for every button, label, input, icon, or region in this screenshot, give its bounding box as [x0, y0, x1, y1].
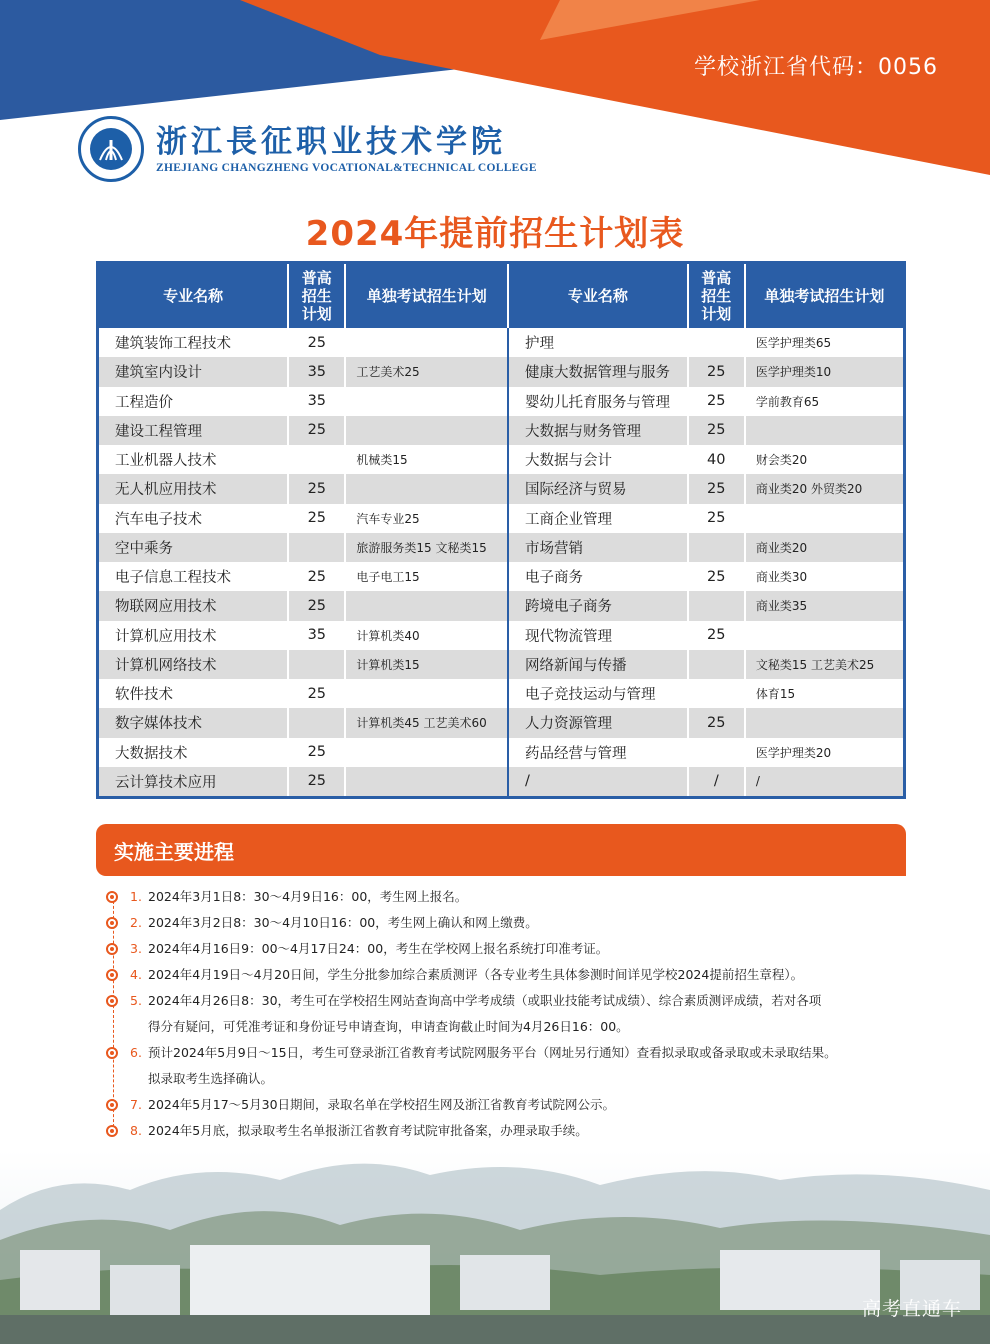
- regular-plan-cell: [688, 738, 745, 767]
- watermark-text: 高考直通车: [861, 1298, 962, 1320]
- exam-plan-cell: 医学护理类10: [745, 357, 905, 386]
- step-text: 2024年4月19日～4月20日间，学生分批参加综合素质测评（各专业考生具体参测时间详见学校2024提前招生章程）。: [148, 967, 804, 982]
- exam-plan-cell: [345, 679, 508, 708]
- major-name-cell: 市场营销: [508, 533, 688, 562]
- process-section-header: [96, 824, 906, 876]
- major-name-cell: 现代物流管理: [508, 621, 688, 650]
- exam-plan-cell: [345, 591, 508, 620]
- regular-plan-cell: 25: [688, 621, 745, 650]
- exam-plan-cell: 商业类30: [745, 562, 905, 591]
- regular-plan-cell: 35: [288, 357, 345, 386]
- major-name-cell: 护理: [508, 328, 688, 357]
- major-name-cell: 工业机器人技术: [98, 445, 289, 474]
- major-name-cell: 云计算技术应用: [98, 767, 289, 798]
- major-name-cell: 婴幼儿托育服务与管理: [508, 387, 688, 416]
- step-index: 4.: [130, 967, 142, 982]
- table-row: [98, 650, 905, 679]
- step-index: 1.: [130, 889, 142, 904]
- exam-plan-cell: 电子电工15: [345, 562, 508, 591]
- regular-plan-cell: [288, 445, 345, 474]
- regular-plan-cell: [288, 650, 345, 679]
- col-header-regular-plan: 普高招生计划: [688, 263, 745, 329]
- college-seal-icon: [78, 116, 144, 182]
- regular-plan-cell: 25: [288, 328, 345, 357]
- regular-plan-cell: /: [688, 767, 745, 798]
- process-step: [104, 910, 894, 936]
- major-name-cell: 电子信息工程技术: [98, 562, 289, 591]
- regular-plan-cell: [288, 708, 345, 737]
- college-name-cn: 浙江長征职业技术学院: [156, 124, 506, 160]
- regular-plan-cell: 35: [288, 387, 345, 416]
- exam-plan-cell: 旅游服务类15 文秘类15: [345, 533, 508, 562]
- major-name-cell: 计算机应用技术: [98, 621, 289, 650]
- timeline-dot-icon: [106, 969, 118, 981]
- college-name-en: ZHEJIANG CHANGZHENG VOCATIONAL&TECHNICAL COLLEGE: [156, 162, 537, 174]
- exam-plan-cell: 财会类20: [745, 445, 905, 474]
- exam-plan-cell: [345, 767, 508, 798]
- col-header-major: 专业名称: [508, 263, 688, 329]
- regular-plan-cell: 25: [288, 591, 345, 620]
- step-text: 2024年4月26日8：30，考生可在学校招生网站查询高中学考成绩（或职业技能考试成绩）、综合素质测评成绩，若对各项: [148, 993, 822, 1008]
- major-name-cell: /: [508, 767, 688, 798]
- major-name-cell: 空中乘务: [98, 533, 289, 562]
- regular-plan-cell: [688, 328, 745, 357]
- regular-plan-cell: [688, 650, 745, 679]
- table-row: [98, 738, 905, 767]
- major-name-cell: 建筑室内设计: [98, 357, 289, 386]
- exam-plan-cell: 计算机类40: [345, 621, 508, 650]
- exam-plan-cell: [345, 416, 508, 445]
- timeline-dot-icon: [106, 1047, 118, 1059]
- exam-plan-cell: 学前教育65: [745, 387, 905, 416]
- regular-plan-cell: 25: [288, 679, 345, 708]
- table-row: [98, 357, 905, 386]
- step-index: 6.: [130, 1045, 142, 1060]
- major-name-cell: 大数据与财务管理: [508, 416, 688, 445]
- major-name-cell: 电子商务: [508, 562, 688, 591]
- process-steps-list: [104, 884, 894, 1144]
- step-text: 拟录取考生选择确认。: [148, 1071, 274, 1086]
- regular-plan-cell: 25: [688, 504, 745, 533]
- table-row: [98, 533, 905, 562]
- timeline-dot-icon: [106, 891, 118, 903]
- exam-plan-cell: 商业类20 外贸类20: [745, 474, 905, 503]
- exam-plan-cell: [345, 738, 508, 767]
- table-row: [98, 562, 905, 591]
- regular-plan-cell: 25: [288, 738, 345, 767]
- regular-plan-cell: 40: [688, 445, 745, 474]
- process-step: [104, 1040, 894, 1092]
- exam-plan-cell: 计算机类15: [345, 650, 508, 679]
- major-name-cell: 健康大数据管理与服务: [508, 357, 688, 386]
- exam-plan-cell: [745, 504, 905, 533]
- table-row: [98, 416, 905, 445]
- timeline-dot-icon: [106, 1099, 118, 1111]
- step-text: 2024年3月1日8：30～4月9日16：00，考生网上报名。: [148, 889, 468, 904]
- major-name-cell: 工商企业管理: [508, 504, 688, 533]
- major-name-cell: 物联网应用技术: [98, 591, 289, 620]
- regular-plan-cell: 25: [688, 474, 745, 503]
- exam-plan-cell: 商业类35: [745, 591, 905, 620]
- table-row: [98, 445, 905, 474]
- exam-plan-cell: [745, 621, 905, 650]
- step-index: 8.: [130, 1123, 142, 1138]
- major-name-cell: 建筑装饰工程技术: [98, 328, 289, 357]
- table-row: [98, 387, 905, 416]
- regular-plan-cell: 25: [688, 562, 745, 591]
- exam-plan-cell: [745, 708, 905, 737]
- step-index: 7.: [130, 1097, 142, 1112]
- major-name-cell: 电子竞技运动与管理: [508, 679, 688, 708]
- regular-plan-cell: 25: [688, 357, 745, 386]
- regular-plan-cell: 25: [288, 416, 345, 445]
- regular-plan-cell: [688, 533, 745, 562]
- col-header-regular-plan: 普高招生计划: [288, 263, 345, 329]
- regular-plan-cell: 35: [288, 621, 345, 650]
- regular-plan-cell: 25: [288, 504, 345, 533]
- major-name-cell: 人力资源管理: [508, 708, 688, 737]
- college-logo: [78, 116, 537, 182]
- major-name-cell: 汽车电子技术: [98, 504, 289, 533]
- step-text: 2024年3月2日8：30～4月10日16：00，考生网上确认和网上缴费。: [148, 915, 538, 930]
- exam-plan-cell: [745, 416, 905, 445]
- timeline-dot-icon: [106, 1125, 118, 1137]
- table-row: [98, 504, 905, 533]
- step-index: 5.: [130, 993, 142, 1008]
- major-name-cell: 计算机网络技术: [98, 650, 289, 679]
- table-row: [98, 328, 905, 357]
- col-header-major: 专业名称: [98, 263, 289, 329]
- table-row: [98, 767, 905, 798]
- exam-plan-cell: 机械类15: [345, 445, 508, 474]
- major-name-cell: 建设工程管理: [98, 416, 289, 445]
- step-text: 2024年4月16日9：00～4月17日24：00，考生在学校网上报名系统打印准考证。: [148, 941, 609, 956]
- step-text: 2024年5月17～5月30日期间，录取名单在学校招生网及浙江省教育考试院网公示。: [148, 1097, 616, 1112]
- admission-plan-table: [96, 261, 906, 799]
- table-row: [98, 621, 905, 650]
- step-text: 2024年5月底，拟录取考生名单报浙江省教育考试院审批备案，办理录取手续。: [148, 1123, 588, 1138]
- timeline-dot-icon: [106, 995, 118, 1007]
- exam-plan-cell: [345, 387, 508, 416]
- step-text: 得分有疑问，可凭准考证和身份证号申请查询，申请查询截止时间为4月26日16：00。: [148, 1019, 629, 1034]
- major-name-cell: 跨境电子商务: [508, 591, 688, 620]
- regular-plan-cell: [688, 591, 745, 620]
- exam-plan-cell: [345, 474, 508, 503]
- exam-plan-cell: 商业类20: [745, 533, 905, 562]
- exam-plan-cell: 医学护理类65: [745, 328, 905, 357]
- regular-plan-cell: 25: [688, 708, 745, 737]
- regular-plan-cell: 25: [288, 474, 345, 503]
- table-row: [98, 679, 905, 708]
- exam-plan-cell: 计算机类45 工艺美术60: [345, 708, 508, 737]
- page-title: 2024年提前招生计划表: [305, 214, 685, 254]
- table-header-row: [98, 263, 905, 329]
- exam-plan-cell: /: [745, 767, 905, 798]
- campus-scenery-image: [0, 1150, 990, 1344]
- exam-plan-cell: [345, 328, 508, 357]
- table-row: [98, 474, 905, 503]
- regular-plan-cell: 25: [688, 416, 745, 445]
- regular-plan-cell: [688, 679, 745, 708]
- step-index: 2.: [130, 915, 142, 930]
- table-row: [98, 708, 905, 737]
- timeline-dot-icon: [106, 943, 118, 955]
- exam-plan-cell: 医学护理类20: [745, 738, 905, 767]
- process-step: [104, 1118, 894, 1144]
- process-step: [104, 1092, 894, 1118]
- regular-plan-cell: 25: [288, 767, 345, 798]
- process-section-title: 实施主要进程: [114, 840, 234, 864]
- regular-plan-cell: 25: [688, 387, 745, 416]
- major-name-cell: 工程造价: [98, 387, 289, 416]
- school-province-code: 学校浙江省代码：0056: [694, 55, 938, 80]
- major-name-cell: 大数据技术: [98, 738, 289, 767]
- regular-plan-cell: [288, 533, 345, 562]
- major-name-cell: 网络新闻与传播: [508, 650, 688, 679]
- process-step: [104, 884, 894, 910]
- col-header-exam-plan: 单独考试招生计划: [745, 263, 905, 329]
- major-name-cell: 软件技术: [98, 679, 289, 708]
- exam-plan-cell: 体育15: [745, 679, 905, 708]
- major-name-cell: 无人机应用技术: [98, 474, 289, 503]
- regular-plan-cell: 25: [288, 562, 345, 591]
- step-index: 3.: [130, 941, 142, 956]
- step-text: 预计2024年5月9日～15日，考生可登录浙江省教育考试院网服务平台（网址另行通知）查看拟录取或备录取或未录取结果。: [148, 1045, 837, 1060]
- major-name-cell: 大数据与会计: [508, 445, 688, 474]
- major-name-cell: 药品经营与管理: [508, 738, 688, 767]
- col-header-exam-plan: 单独考试招生计划: [345, 263, 508, 329]
- exam-plan-cell: 文秘类15 工艺美术25: [745, 650, 905, 679]
- process-step: [104, 988, 894, 1040]
- table-row: [98, 591, 905, 620]
- exam-plan-cell: 汽车专业25: [345, 504, 508, 533]
- timeline-dot-icon: [106, 917, 118, 929]
- process-step: [104, 936, 894, 962]
- exam-plan-cell: 工艺美术25: [345, 357, 508, 386]
- major-name-cell: 数字媒体技术: [98, 708, 289, 737]
- major-name-cell: 国际经济与贸易: [508, 474, 688, 503]
- process-step: [104, 962, 894, 988]
